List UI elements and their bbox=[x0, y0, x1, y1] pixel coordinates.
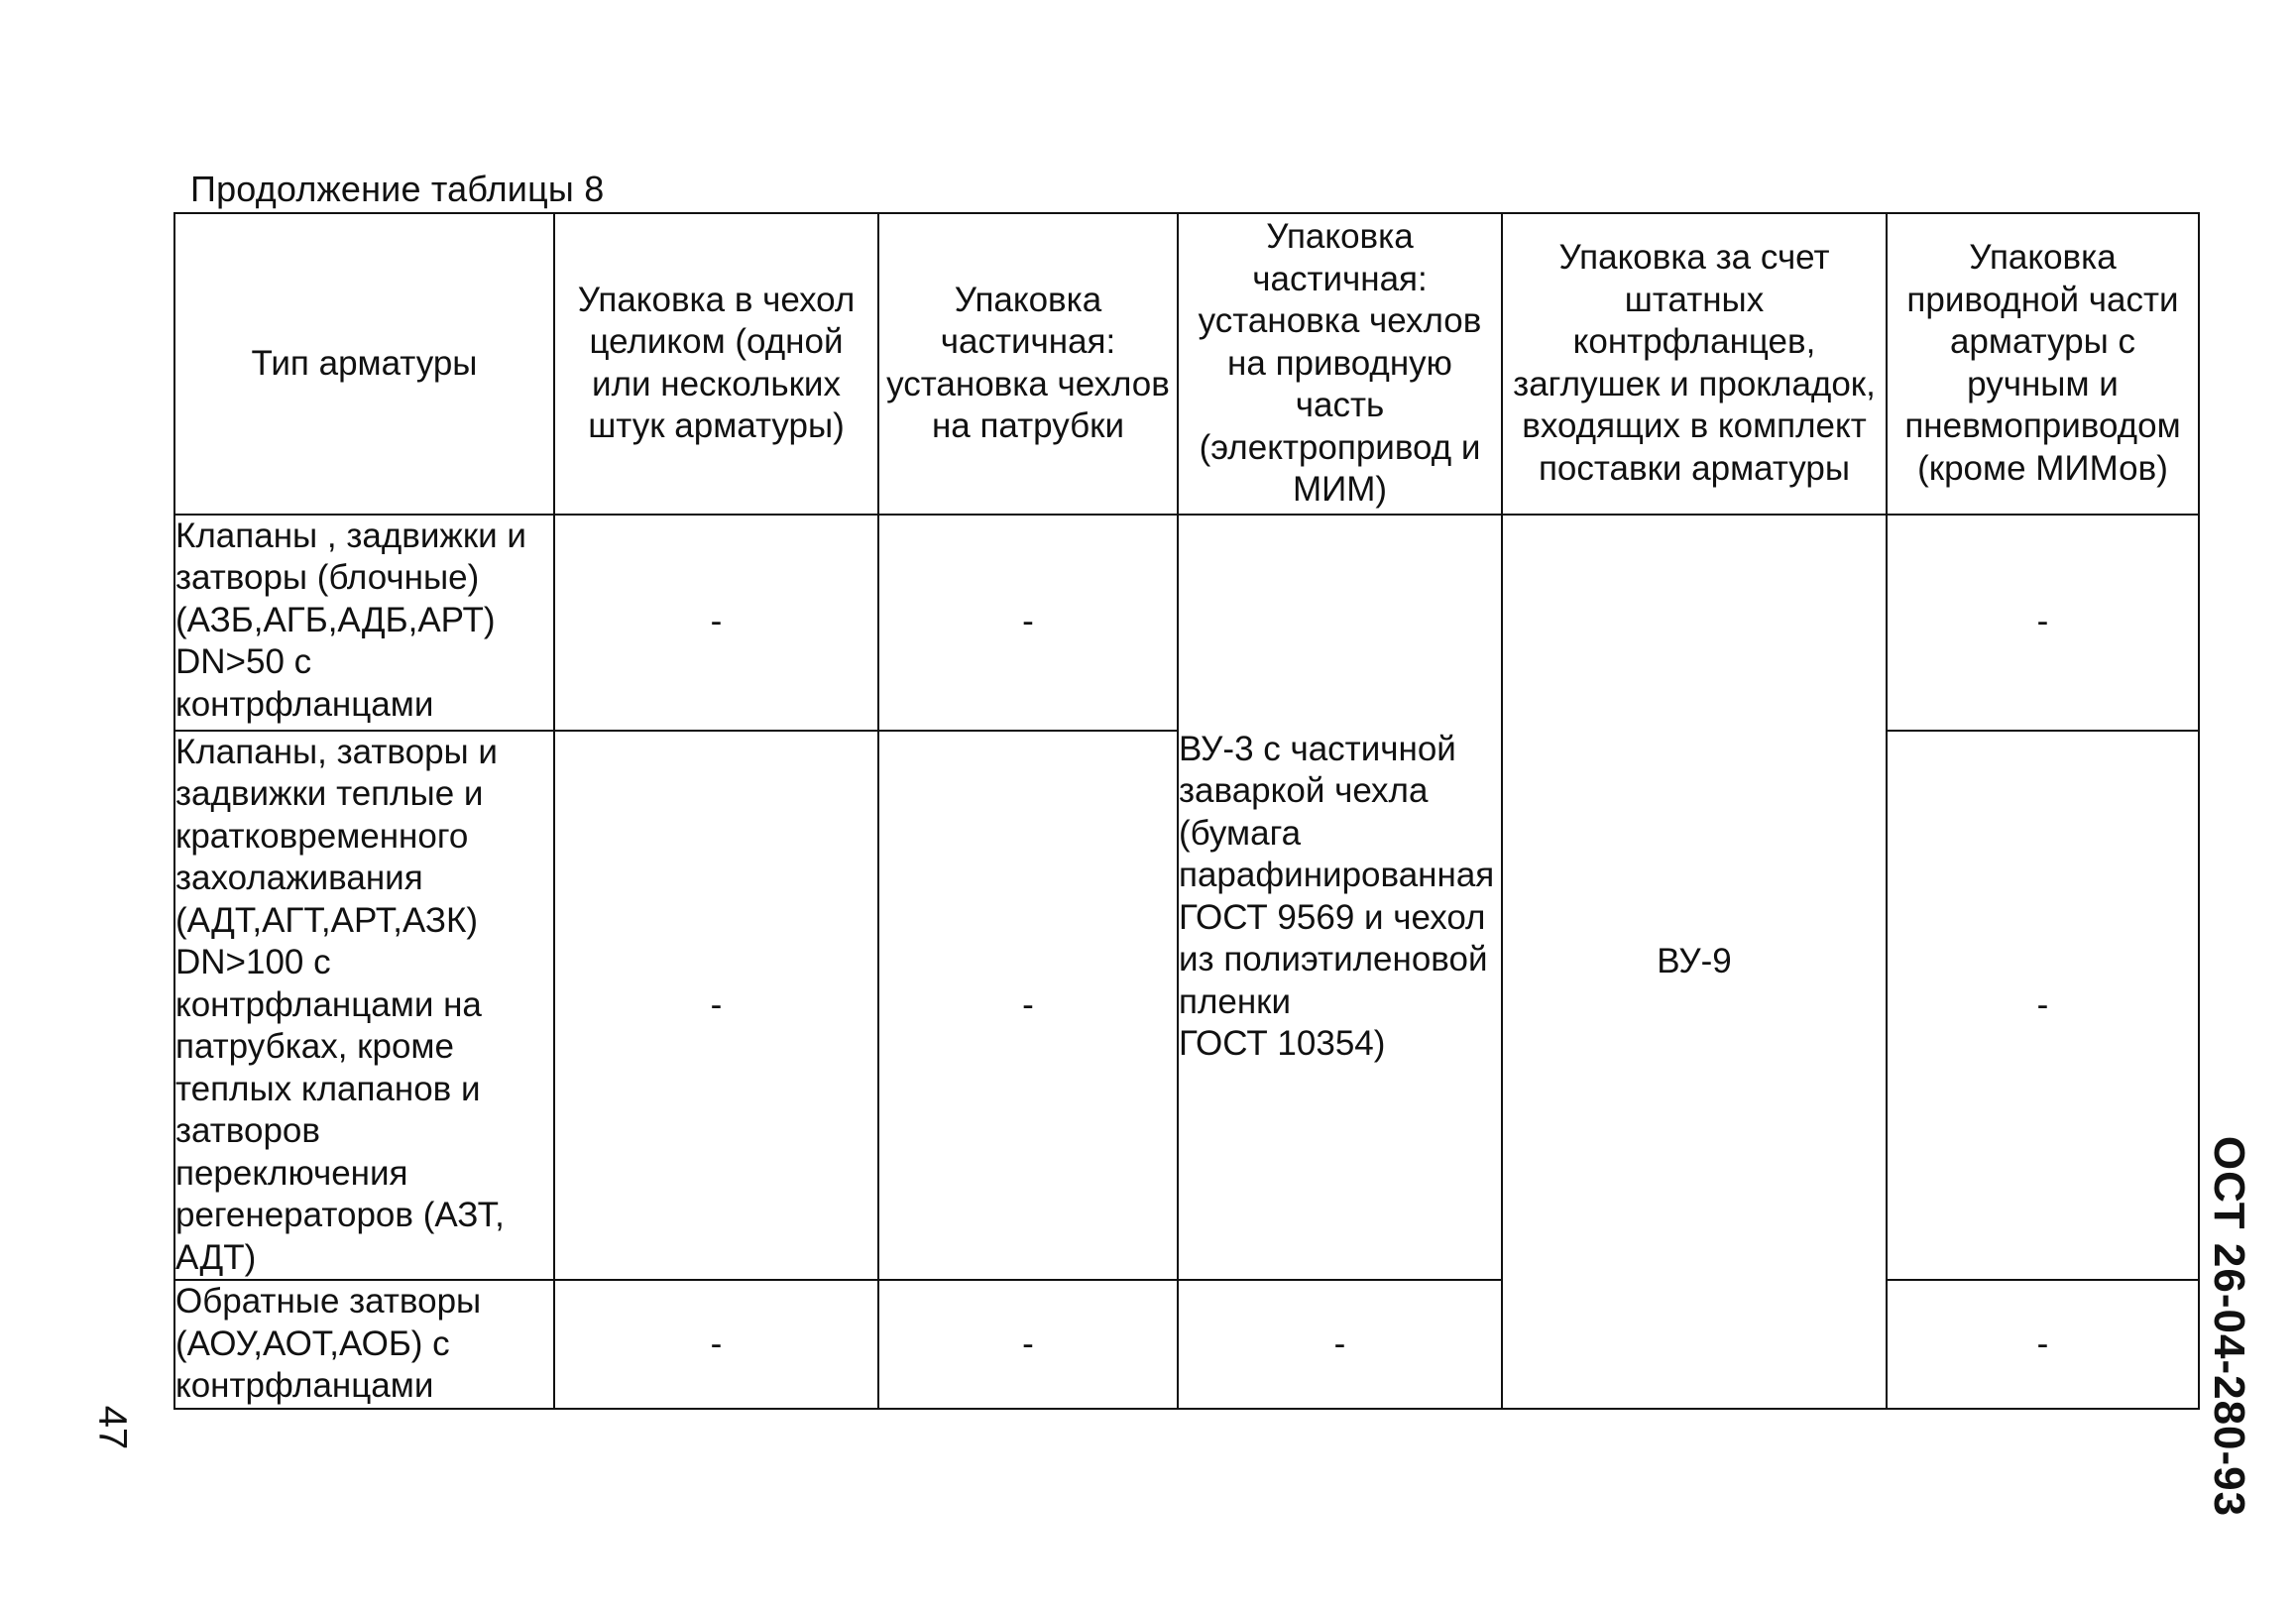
table-container bbox=[173, 212, 2200, 1410]
row-1-type: Клапаны , задвижки и затворы (блочные) (АЗБ,АГБ,АДБ,АРТ) DN>50 с контрфланцами bbox=[174, 515, 554, 731]
row-3-partial-drive: - bbox=[1178, 1280, 1502, 1409]
row-2-partial-pipes: - bbox=[878, 731, 1178, 1281]
row-2-type: Клапаны, затворы и задвижки теплые и кратковременного захолаживания (АДТ,АГТ,АРТ,АЗК) DN>100 с контрфланцами на патрубках, кроме теплых клапанов и затворов переключения регенераторов (АЗТ, АДТ) bbox=[174, 731, 554, 1281]
document-designation bbox=[2199, 1135, 2258, 1518]
header-type: Тип арматуры bbox=[174, 213, 554, 515]
row-2-manual-drive: - bbox=[1887, 731, 2199, 1281]
row-3-full-cover: - bbox=[554, 1280, 878, 1409]
merged-partial-drive-cell: ВУ-3 с частичной заваркой чехла (бумага парафинированная ГОСТ 9569 и чехол из полиэтиленовой пленки ГОСТ 10354) bbox=[1178, 515, 1502, 1281]
header-manual-drive: Упаковка приводной части арматуры с ручным и пневмоприводом (кроме МИМов) bbox=[1887, 213, 2199, 515]
merged-flanges-cell: ВУ-9 bbox=[1502, 515, 1887, 1410]
table-caption: Продолжение таблицы 8 bbox=[190, 169, 605, 209]
packaging-table bbox=[173, 212, 2200, 1410]
header-row bbox=[174, 213, 2199, 515]
header-flanges: Упаковка за счет штатных контрфланцев, заглушек и прокладок, входящих в комплект поставки арматуры bbox=[1502, 213, 1887, 515]
header-partial-pipes: Упаковка частичная: установка чехлов на патрубки bbox=[878, 213, 1178, 515]
row-2-full-cover: - bbox=[554, 731, 878, 1281]
row-1-partial-pipes: - bbox=[878, 515, 1178, 731]
row-1-manual-drive: - bbox=[1887, 515, 2199, 731]
document-designation-text: ОСТ 26-04-280-93 bbox=[2205, 1135, 2253, 1518]
row-3-type: Обратные затворы (АОУ,АОТ,АОБ) с контрфланцами bbox=[174, 1280, 554, 1409]
row-3-manual-drive: - bbox=[1887, 1280, 2199, 1409]
row-3-partial-pipes: - bbox=[878, 1280, 1178, 1409]
header-full-cover: Упаковка в чехол целиком (одной или нескольких штук арматуры) bbox=[554, 213, 878, 515]
header-partial-drive: Упаковка частичная: установка чехлов на приводную часть (электропривод и МИМ) bbox=[1178, 213, 1502, 515]
page-number-text: 47 bbox=[90, 1405, 135, 1450]
row-1-full-cover: - bbox=[554, 515, 878, 731]
page-number bbox=[87, 1398, 137, 1457]
table-row bbox=[174, 1280, 2199, 1409]
table-row bbox=[174, 515, 2199, 731]
